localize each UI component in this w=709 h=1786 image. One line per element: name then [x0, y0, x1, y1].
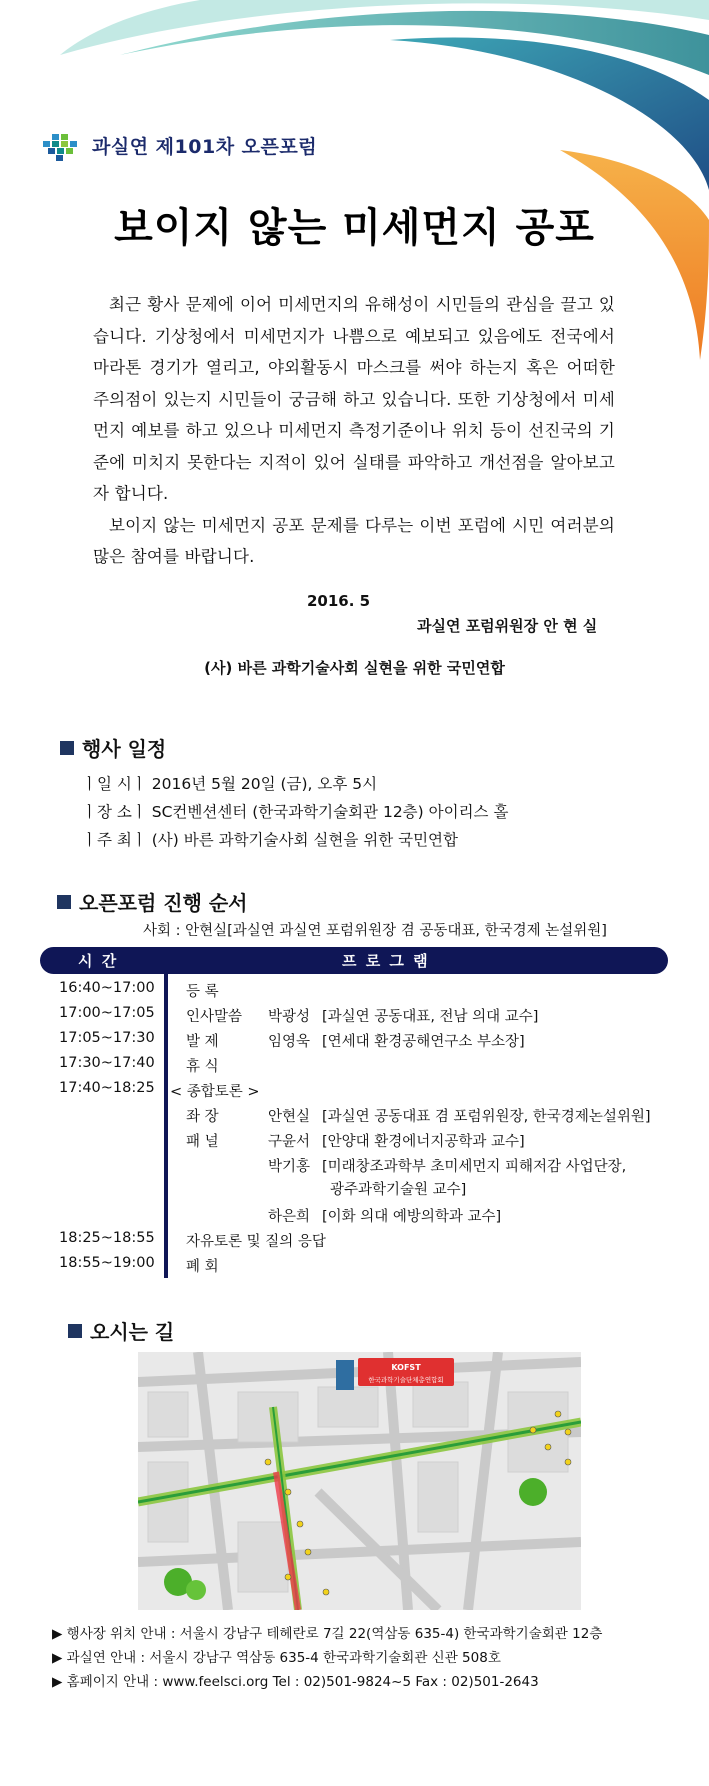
column-time-label: 시 간 [78, 952, 119, 970]
row-speaker: 하은희 [268, 1209, 311, 1225]
row-agenda: < 종합토론 > [170, 1084, 260, 1100]
row-affiliation: [이화 의대 예방의학과 교수] [322, 1209, 502, 1225]
program-moderator: 사회 : 안현실[과실연 과실연 포럼위원장 겸 공동대표, 한국경제 논설위원] [143, 923, 607, 939]
schedule-venue-line: ㅣ장 소ㅣ SC컨벤션센터 (한국과학기술회관 12층) 아이리스 홀 [82, 803, 509, 821]
row-time: 17:40~18:25 [59, 1080, 155, 1096]
table-row [0, 980, 709, 1005]
row-time: 17:30~17:40 [59, 1055, 155, 1071]
footer-homepage-contact: ▶ 홈페이지 안내 : www.feelsci.org Tel : 02)501-9824~5 Fax : 02)501-2643 [52, 1674, 539, 1690]
organization: (사) 바른 과학기술사회 실현을 위한 국민연합 [204, 659, 505, 677]
intro-paragraph-1: 최근 황사 문제에 이어 미세먼지의 유해성이 시민들의 관심을 끌고 있습니다. 기상청에서 미세먼지가 나쁨으로 예보되고 있음에도 전국에서 마라톤 경기가 열리고, 야외활동시 마스크를 써야 하는지 혹은 어떠한 주의점이 있는지 시민들이 궁금해 하고 있습니다. 또한 기상청에서 미세먼지 예보를 하고 있으나 미세먼지 측정기준이나 위치 등이 선진국의 기준에 미치지 못한다는 지적이 있어 실태를 파악하고 개선점을 알아보고자 합니다. [93, 295, 615, 503]
row-category: 발 제 [186, 1034, 219, 1050]
table-row [0, 1255, 709, 1280]
kofst-label: KOFST [391, 1363, 421, 1372]
kofst-korean-label: 한국과학기술단체총연합회 [368, 1376, 444, 1384]
directions-heading-text: 오시는 길 [90, 1320, 175, 1344]
row-affiliation: [과실연 공동대표, 전남 의대 교수] [322, 1009, 539, 1025]
table-row [0, 1130, 709, 1155]
table-row [0, 1178, 709, 1203]
logo-icon [38, 132, 86, 162]
row-time: 16:40~17:00 [59, 980, 155, 996]
table-row [0, 1205, 709, 1230]
row-affiliation: [미래창조과학부 초미세먼지 피해저감 사업단장, [322, 1159, 627, 1175]
row-category: 패 널 [186, 1134, 219, 1150]
directions-heading [68, 1316, 174, 1345]
forum-logo-text: 과실연 제101차 오픈포럼 [92, 136, 318, 158]
building-icon [336, 1360, 354, 1390]
program-heading-text: 오픈포럼 진행 순서 [79, 891, 248, 915]
table-row [0, 1030, 709, 1055]
schedule-date-line: ㅣ일 시ㅣ 2016년 5월 20일 (금), 오후 5시 [82, 775, 378, 793]
square-bullet-icon [68, 1324, 82, 1338]
row-affiliation: [과실연 공동대표 겸 포럼위원장, 한국경제논설위원] [322, 1109, 651, 1125]
row-time: 17:00~17:05 [59, 1005, 155, 1021]
schedule-host-line: ㅣ주 최ㅣ (사) 바른 과학기술사회 실현을 위한 국민연합 [82, 831, 458, 849]
program-table [0, 980, 709, 1280]
page-title: 보이지 않는 미세먼지 공포 [114, 205, 595, 251]
row-category: 인사말씀 [186, 1009, 243, 1025]
table-row [0, 1105, 709, 1130]
square-bullet-icon [60, 741, 74, 755]
row-speaker: 안현실 [268, 1109, 311, 1125]
signer: 과실연 포럼위원장 안 현 실 [417, 617, 598, 635]
row-affiliation: 광주과학기술원 교수] [330, 1182, 467, 1198]
location-map [138, 1352, 581, 1610]
table-row [0, 1230, 709, 1255]
publish-date: 2016. 5 [307, 592, 371, 610]
program-heading [57, 887, 248, 916]
table-row [0, 1005, 709, 1030]
row-speaker: 임영욱 [268, 1034, 311, 1050]
program-table-header [40, 947, 668, 974]
row-category: 휴 식 [186, 1059, 219, 1075]
table-row [0, 1155, 709, 1180]
schedule-heading [60, 733, 166, 762]
footer-office-address: ▶ 과실연 안내 : 서울시 강남구 역삼동 635-4 한국과학기술회관 신관 508호 [52, 1650, 501, 1666]
row-speaker: 구윤서 [268, 1134, 311, 1150]
row-category: 등 록 [186, 984, 219, 1000]
row-time: 18:25~18:55 [59, 1230, 155, 1246]
column-program-label: 프 로 그 램 [342, 952, 430, 970]
table-row [0, 1055, 709, 1080]
intro-paragraph-2: 보이지 않는 미세먼지 공포 문제를 다루는 이번 포럼에 시민 여러분의 많은 참여를 바랍니다. [93, 515, 615, 566]
row-category: 자유토론 및 질의 응답 [186, 1234, 326, 1250]
row-category: 좌 장 [186, 1109, 219, 1125]
intro-text [93, 289, 615, 573]
footer-venue-address: ▶ 행사장 위치 안내 : 서울시 강남구 테헤란로 7길 22(역삼동 635-4) 한국과학기술회관 12층 [52, 1626, 603, 1642]
row-time: 18:55~19:00 [59, 1255, 155, 1271]
row-category: 폐 회 [186, 1259, 219, 1275]
row-affiliation: [연세대 환경공해연구소 부소장] [322, 1034, 525, 1050]
row-speaker: 박기홍 [268, 1159, 311, 1175]
table-row [0, 1080, 709, 1105]
square-bullet-icon [57, 895, 71, 909]
row-speaker: 박광성 [268, 1009, 311, 1025]
schedule-heading-text: 행사 일정 [82, 737, 167, 761]
row-time: 17:05~17:30 [59, 1030, 155, 1046]
row-affiliation: [안양대 환경에너지공학과 교수] [322, 1134, 525, 1150]
